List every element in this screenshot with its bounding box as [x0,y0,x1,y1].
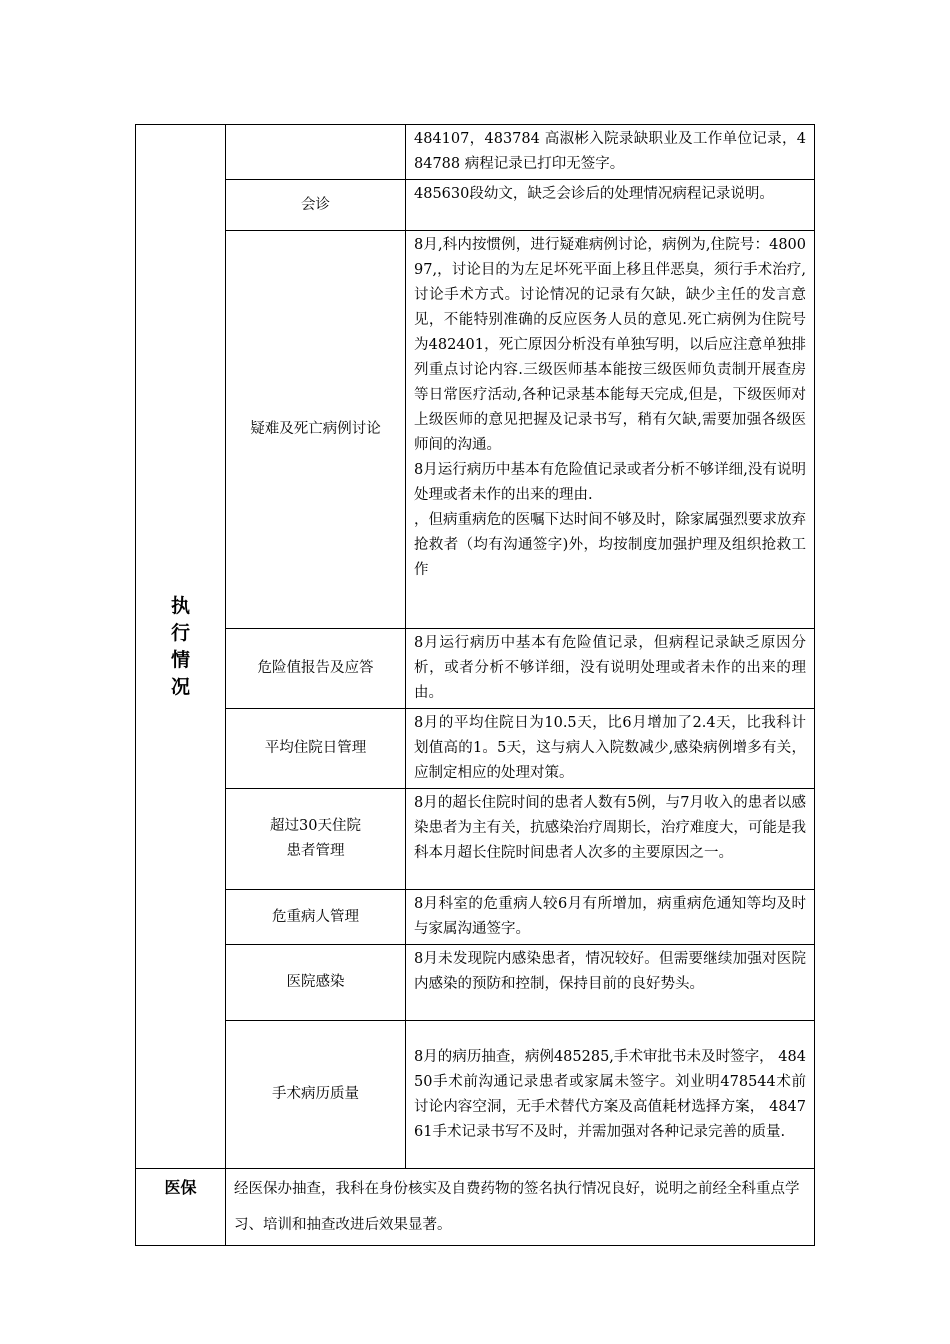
row-content-text: 8月的平均住院日为10.5天，比6月增加了2.4天，比我科计划值高的1。5天，这与病人入院数减少,感染病例增多有关，应制定相应的处理对策。 [414,715,806,781]
row-content-text: 485630段幼文，缺乏会诊后的处理情况病程记录说明。 [414,186,774,202]
row-content [406,180,815,231]
row-content-text: 8月的超长住院时间的患者人数有5例，与7月收入的患者以感染患者为主有关，抗感染治疗周期长，治疗难度大，可能是我科本月超长住院时间患者人次多的主要原因之一。 [414,795,806,861]
row-content [406,629,815,709]
table-row [136,789,815,890]
row-content-text: ，但病重病危的医嘱下达时间不够及时，除家属强烈要求放弃抢救者（均有沟通签字)外，均按制度加强护理及组织抢救工作 [414,512,806,578]
table-row [136,231,815,629]
row-label: 手术病历质量 [226,1021,406,1169]
row-content-text: 8月,科内按惯例，进行疑难病例讨论，病例为,住院号：480097,，讨论目的为左足坏死平面上移且伴恶臭，须行手术治疗,讨论手术方式。讨论情况的记录有欠缺，缺少主任的发言意见，不能特别准确的反应医务人员的意见.死亡病例为住院号为482401，死亡原因分析没有单独写明，以后应注意单独排列重点讨论内容.三级医师基本能按三级医师负责制开展查房等日常医疗活动,各种记录基本能每天完成,但是，下级医师对上级医师的意见把握及记录书写，稍有欠缺,需要加强各级医师间的沟通。 [414,237,806,453]
table-row [136,629,815,709]
row-content [406,890,815,945]
row-content-text: 8月未发现院内感染患者，情况较好。但需要继续加强对医院内感染的预防和控制，保持目前的良好势头。 [414,951,806,992]
row-label-line: 超过30天住院 [270,818,361,834]
yibao-row [136,1169,815,1246]
table-row [136,945,815,1021]
row-label-line: 患者管理 [286,843,345,859]
table-row [136,180,815,231]
yibao-title: 医保 [136,1169,226,1246]
row-label [226,789,406,890]
report-table [135,124,815,1246]
row-content [406,709,815,789]
row-label: 危重病人管理 [226,890,406,945]
section-title: 执行情况 [170,594,190,698]
row-label: 会诊 [226,180,406,231]
row-content [406,945,815,1021]
row-content [406,125,815,180]
yibao-content: 经医保办抽查，我科在身份核实及自费药物的签名执行情况良好，说明之前经全科重点学习、培训和抽查改进后效果显著。 [226,1169,815,1246]
row-content-text: 8月运行病历中基本有危险值记录，但病程记录缺乏原因分析，或者分析不够详细，没有说明处理或者未作的出来的理由。 [414,635,806,701]
row-content-text: 484107，483784 高淑彬入院录缺职业及工作单位记录，484788 病程记录已打印无签字。 [414,131,806,172]
row-label: 医院感染 [226,945,406,1021]
row-content-text: 8月科室的危重病人较6月有所增加，病重病危通知等均及时与家属沟通签字。 [414,896,806,937]
section-title-cell [136,125,226,1169]
row-label: 危险值报告及应答 [226,629,406,709]
table-row [136,1021,815,1169]
row-content-text: 8月运行病历中基本有危险值记录或者分析不够详细,没有说明处理或者未作的出来的理由. [414,462,806,503]
table-row [136,709,815,789]
row-label: 疑难及死亡病例讨论 [226,231,406,629]
row-label: 平均住院日管理 [226,709,406,789]
row-content [406,789,815,890]
row-label [226,125,406,180]
row-content [406,1021,815,1169]
table-row [136,890,815,945]
row-content-text: 8月的病历抽查，病例485285,手术审批书未及时签字， 48450手术前沟通记录患者或家属未签字。刘业明478544术前讨论内容空洞，无手术替代方案及高值耗材选择方案， 484761手术记录书写不及时，并需加强对各种记录完善的质量. [414,1048,806,1140]
table-row [136,125,815,180]
row-content [406,231,815,629]
